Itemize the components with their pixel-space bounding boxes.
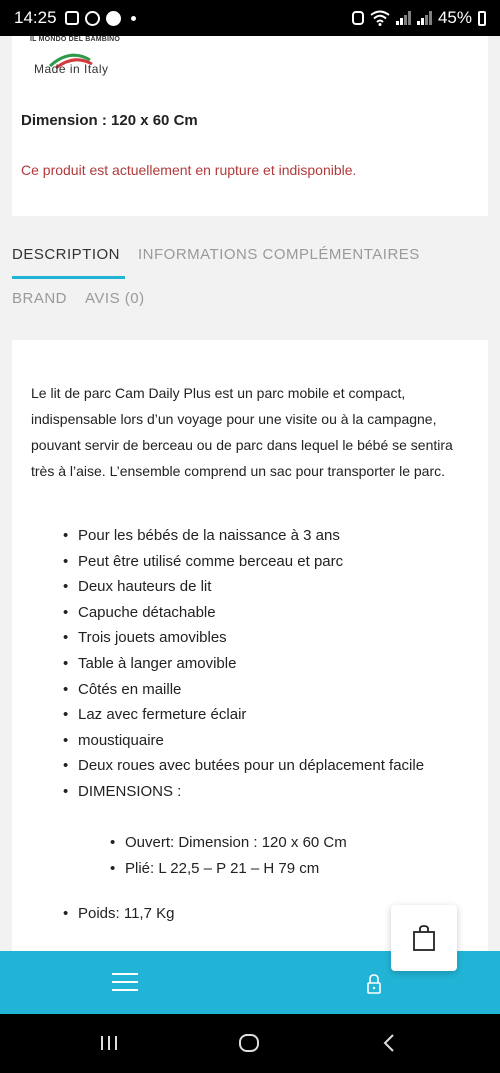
list-item: • Côtés en maille [12,677,488,703]
tab-avis[interactable]: AVIS (0) [85,290,145,307]
brand-mini-label: IL MONDO DEL BAMBINO [30,36,121,43]
wifi-icon [370,10,390,26]
description-panel [12,340,488,960]
menu-icon [112,973,138,975]
alarm-icon [352,11,364,25]
battery-level: 45% [437,8,472,27]
stock-status-message: Ce produit est actuellement en rupture et indisponible. [21,162,357,178]
product-info-card [12,36,488,216]
dimensions-sublist [12,830,488,881]
list-item: • Ouvert: Dimension : 120 x 60 Cm [12,830,488,856]
signal-icon [396,11,411,25]
menu-button[interactable] [112,973,138,993]
product-dimension: Dimension : 120 x 60 Cm [21,112,198,129]
lock-icon[interactable] [366,973,382,995]
list-item: • Trois jouets amovibles [12,625,488,651]
recent-apps-icon[interactable] [99,1033,119,1053]
account-icon [106,11,121,26]
description-intro: Le lit de parc Cam Daily Plus est un parc mobile et compact, indispensable lors d’un voyage pour une visite ou à la campagne, pouvant servir de berceau ou de parc dans lequel le bébé se sentira très à l’aise. L’ensemble comprend un sac pour transporter le parc. [31,385,453,479]
dot-icon [131,16,136,21]
status-time: 14:25 [14,8,57,27]
shopping-bag-icon [412,924,436,952]
list-item: • Table à langer amovible [12,651,488,677]
feature-list [12,523,488,805]
list-item: • DIMENSIONS : [12,779,488,805]
list-item: • moustiquaire [12,728,488,754]
cart-button[interactable] [391,905,457,971]
made-in-italy-text: Made in Italy [34,62,109,76]
back-icon[interactable] [382,1033,396,1053]
system-nav-bar [0,1014,500,1073]
home-icon[interactable] [238,1033,260,1053]
list-item: • Plié: L 22,5 – P 21 – H 79 cm [12,856,488,882]
battery-icon [478,11,486,26]
status-bar [0,0,500,36]
active-tab-indicator [12,276,125,279]
list-item: • Peut être utilisé comme berceau et parc [12,549,488,575]
tab-brand[interactable]: BRAND [12,290,68,307]
tab-informations-complementaires[interactable]: INFORMATIONS COMPLÉMENTAIRES [138,246,420,263]
list-item: • Pour les bébés de la naissance à 3 ans [12,523,488,549]
list-item-text: Deux roues avec butées pour un déplacement facile [78,757,425,775]
list-item [12,753,488,779]
list-item: • Deux hauteurs de lit [12,574,488,600]
list-item: • Laz avec fermeture éclair [12,702,488,728]
list-item: • Capuche détachable [12,600,488,626]
product-weight: • Poids: 11,7 Kg [78,905,174,922]
tab-description[interactable]: DESCRIPTION [12,246,121,263]
whatsapp-icon [85,11,100,26]
signal-icon [417,11,432,25]
image-icon [65,11,79,25]
